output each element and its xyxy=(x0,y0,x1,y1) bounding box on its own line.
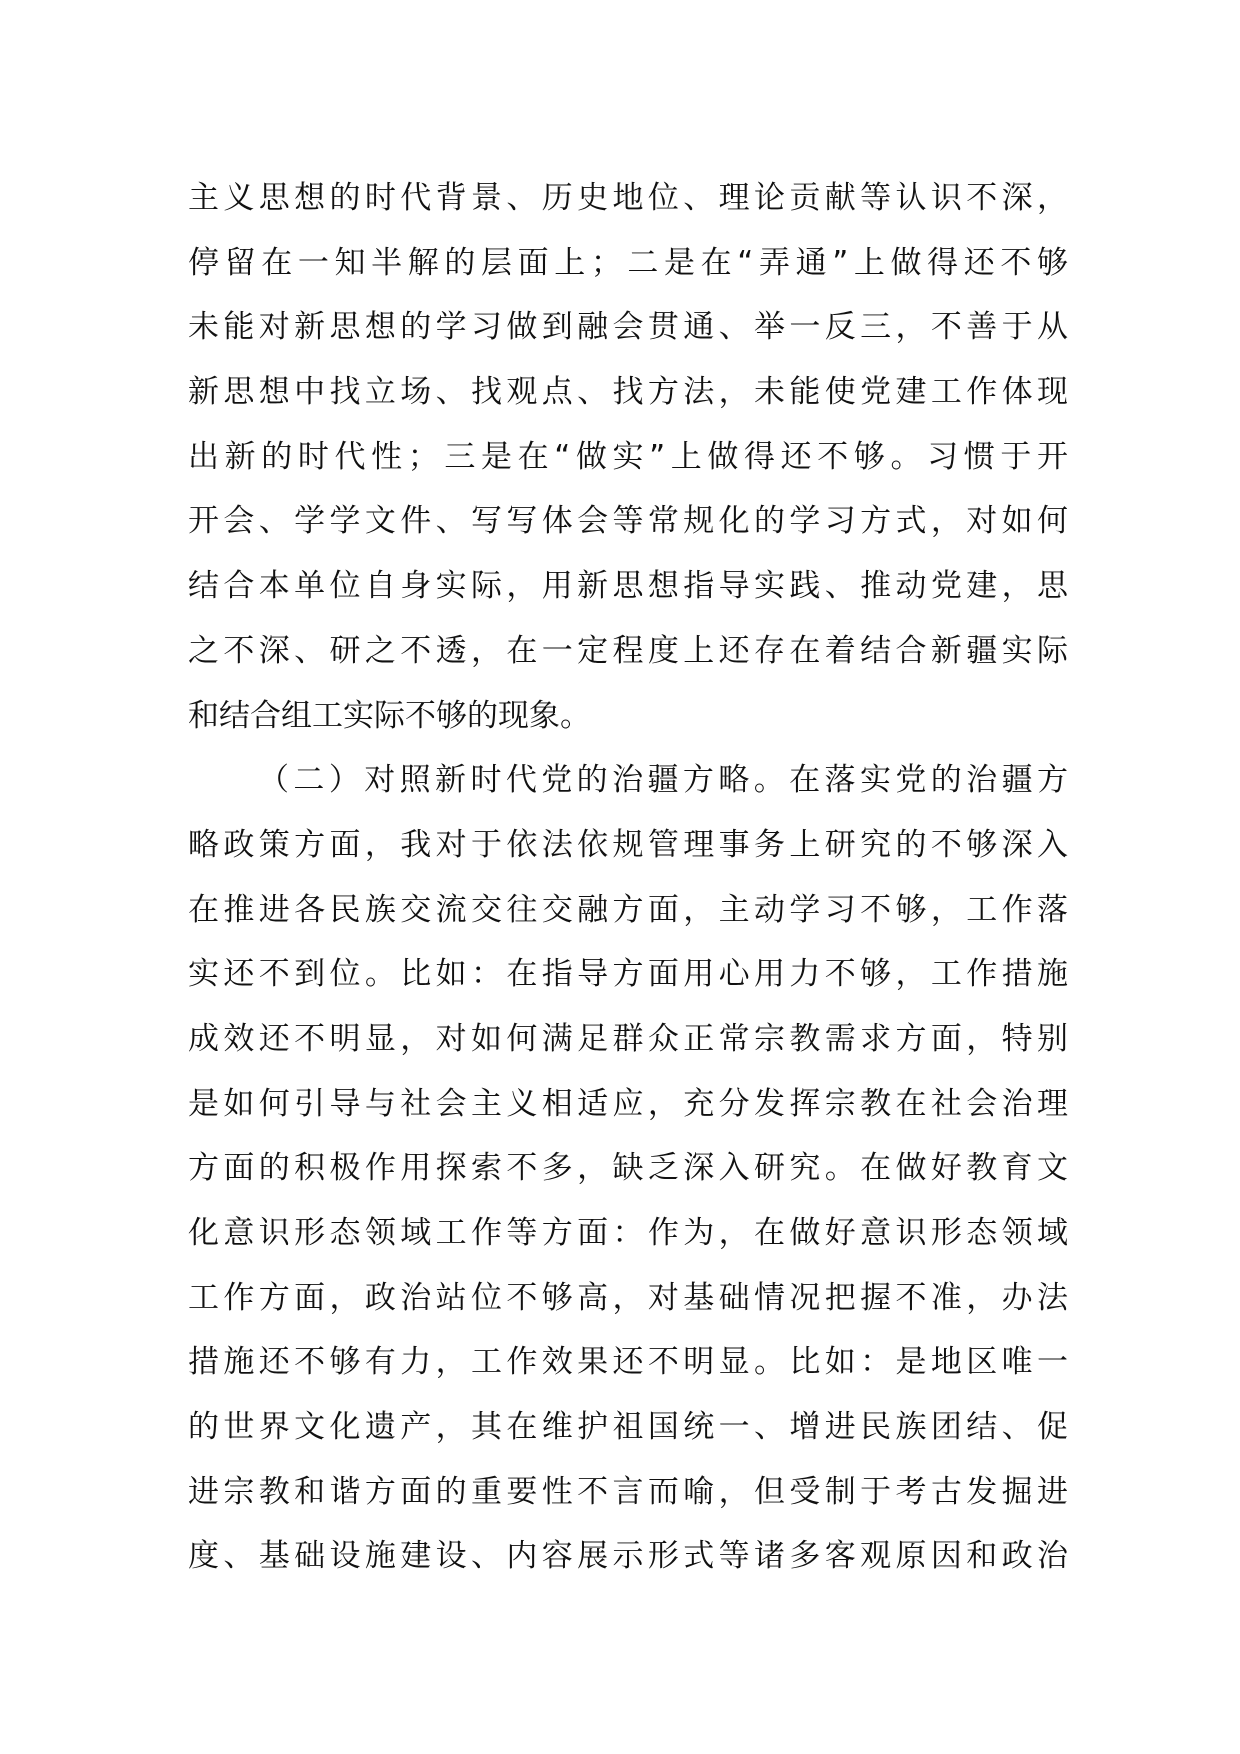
text-line: 出新的时代性；三是在“做实”上做得还不够。习惯于开 xyxy=(188,438,1068,475)
text-line: 新思想中找立场、找观点、找方法，未能使党建工作体现 xyxy=(188,374,1068,411)
text-line: 措施还不够有力，工作效果还不明显。比如：是地区唯一 xyxy=(188,1344,1068,1381)
text-line: 方面的积极作用探索不多，缺乏深入研究。在做好教育文 xyxy=(188,1150,1068,1187)
text-line: 结合本单位自身实际，用新思想指导实践、推动党建，思 xyxy=(188,568,1068,605)
text-line: 是如何引导与社会主义相适应，充分发挥宗教在社会治理 xyxy=(188,1085,1068,1122)
text-line: 的世界文化遗产，其在维护祖国统一、增进民族团结、促 xyxy=(188,1409,1068,1446)
text-line: 度、基础设施建设、内容展示形式等诸多客观原因和政治 xyxy=(188,1538,1068,1575)
body-text xyxy=(188,166,1068,1589)
text-line: 开会、学学文件、写写体会等常规化的学习方式，对如何 xyxy=(188,503,1068,540)
text-line: 停留在一知半解的层面上；二是在“弄通”上做得还不够 xyxy=(188,244,1068,281)
text-line: 成效还不明显，对如何满足群众正常宗教需求方面，特别 xyxy=(188,1020,1068,1057)
text-line: 化意识形态领域工作等方面：作为，在做好意识形态领域 xyxy=(188,1215,1068,1251)
section-heading-line: （二）对照新时代党的治疆方略。在落实党的治疆方 xyxy=(258,762,1068,799)
text-line: 实还不到位。比如：在指导方面用心用力不够，工作措施 xyxy=(188,956,1068,993)
text-line: 主义思想的时代背景、历史地位、理论贡献等认识不深， xyxy=(188,180,1068,216)
text-line: 略政策方面，我对于依法依规管理事务上研究的不够深入 xyxy=(188,826,1068,863)
text-line: 工作方面，政治站位不够高，对基础情况把握不准，办法 xyxy=(188,1279,1068,1316)
text-line: 未能对新思想的学习做到融会贯通、举一反三，不善于从 xyxy=(188,309,1068,346)
text-line-paragraph-end: 和结合组工实际不够的现象。 xyxy=(188,697,591,734)
text-line: 之不深、研之不透，在一定程度上还存在着结合新疆实际 xyxy=(188,632,1068,669)
text-line: 在推进各民族交流交往交融方面，主动学习不够，工作落 xyxy=(188,891,1068,928)
text-line: 进宗教和谐方面的重要性不言而喻，但受制于考古发掘进 xyxy=(188,1473,1068,1510)
